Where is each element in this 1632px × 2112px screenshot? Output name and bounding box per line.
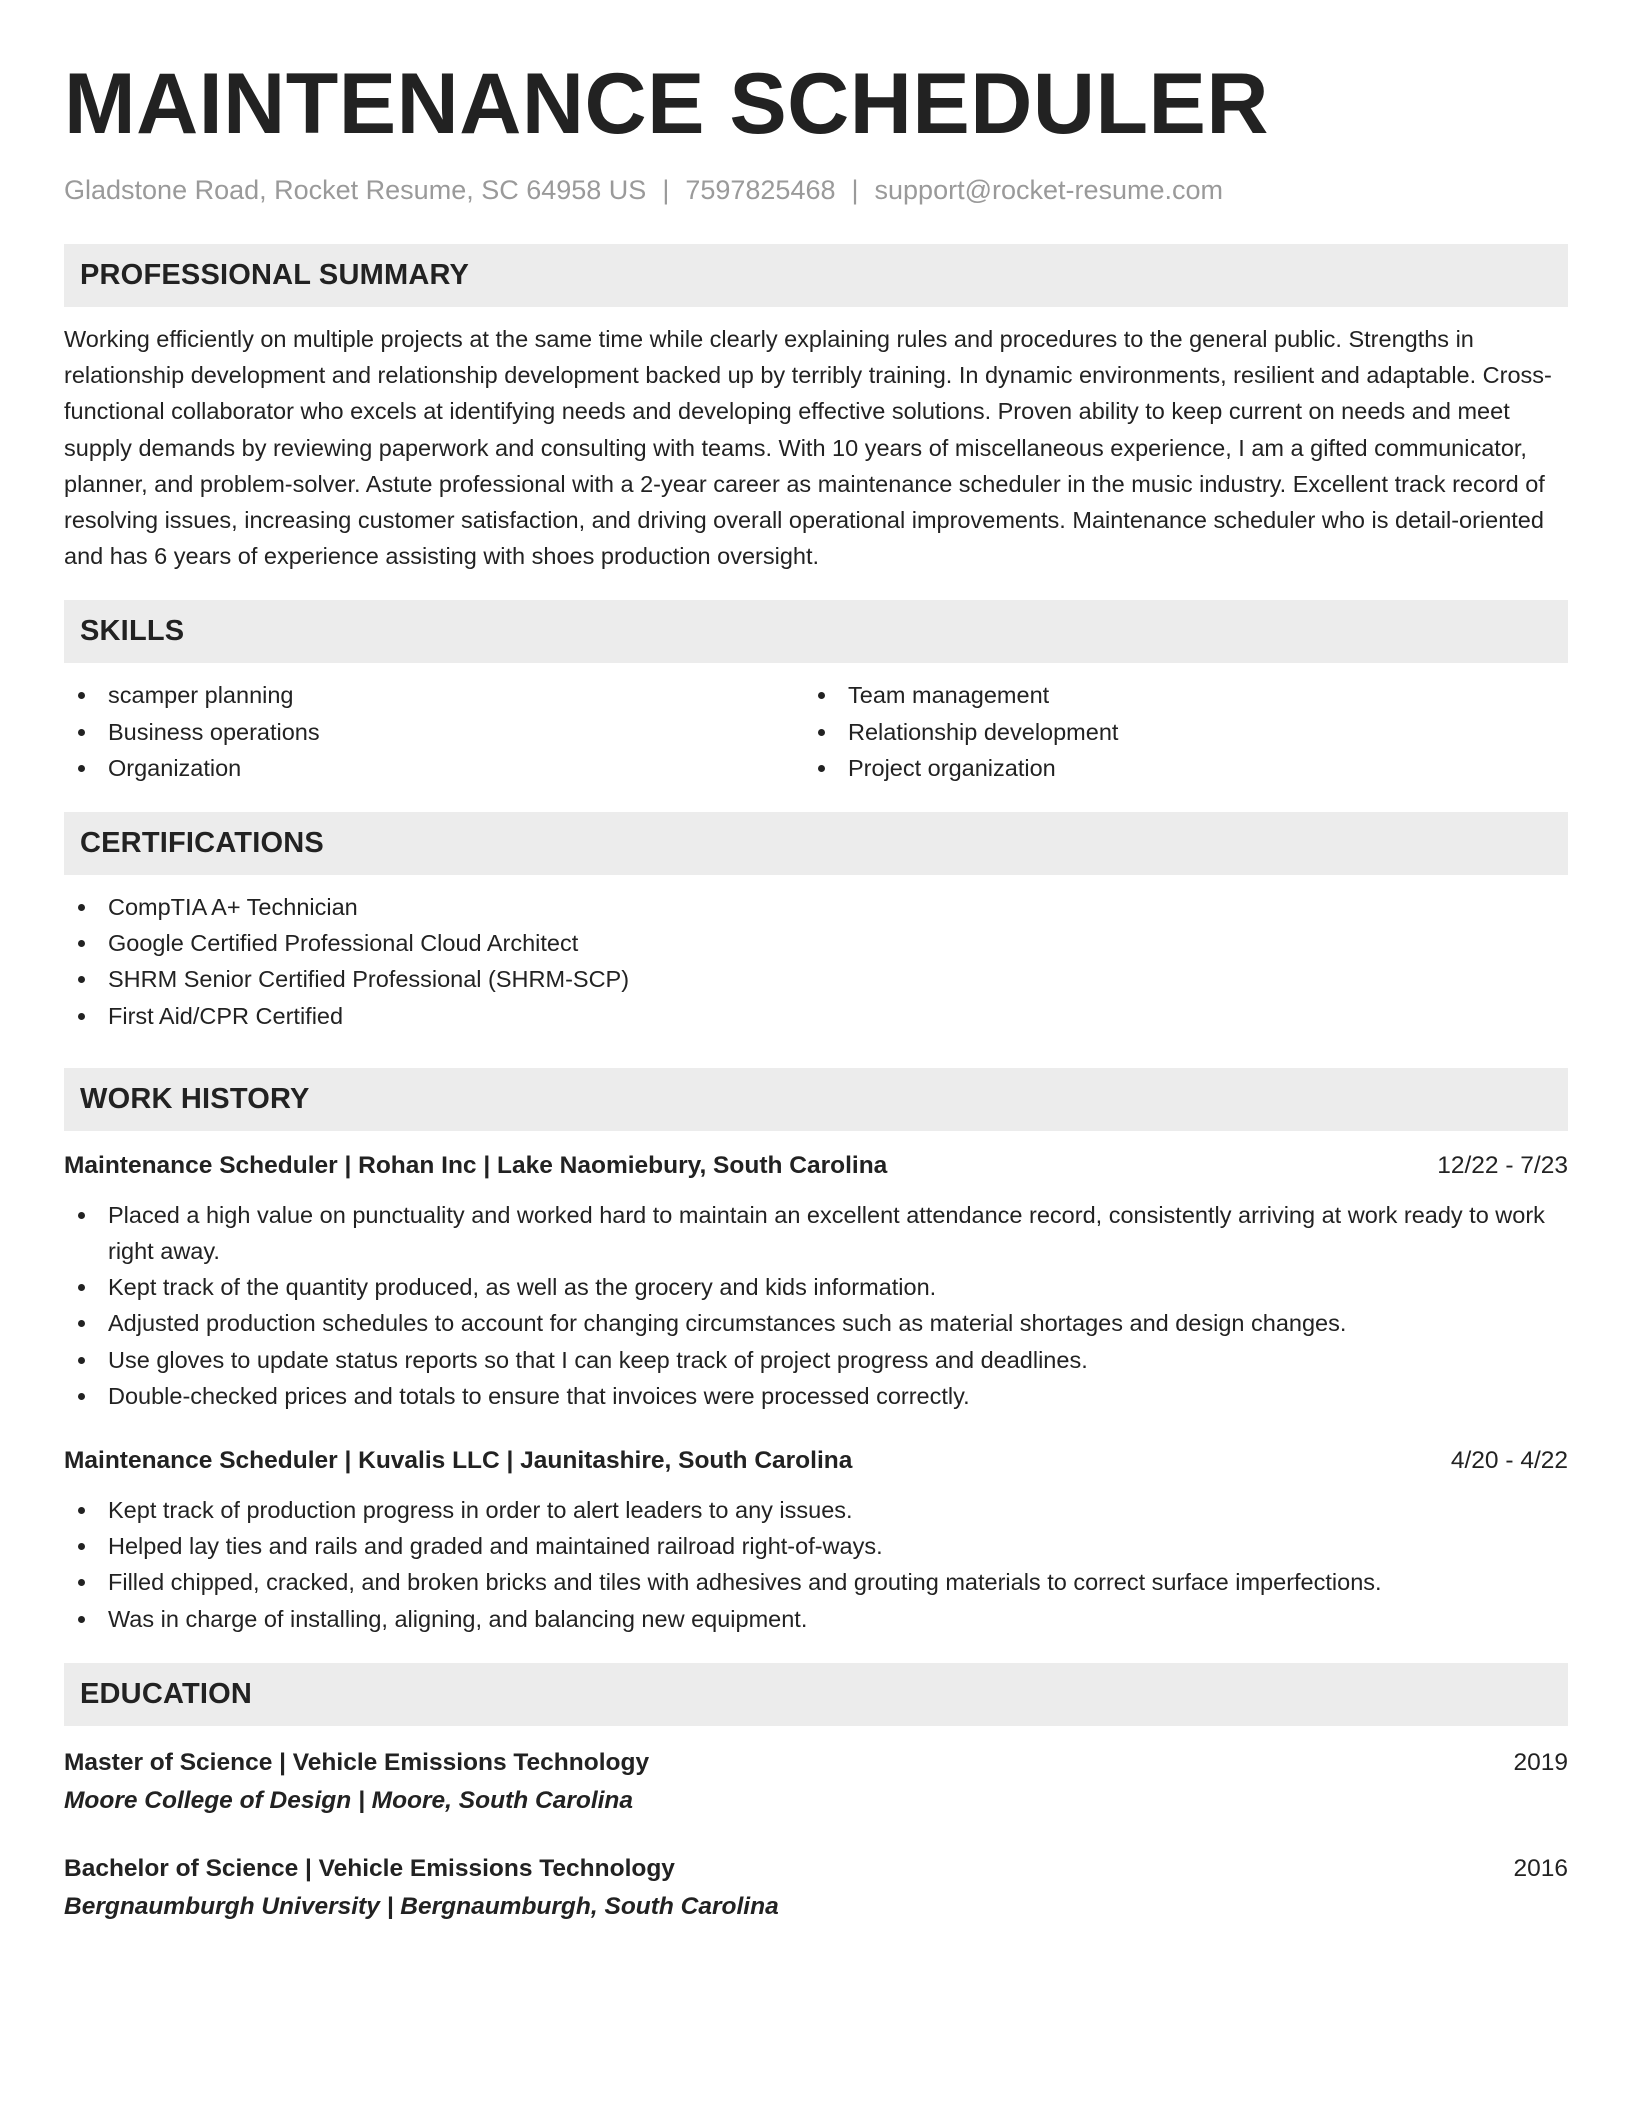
bullet-icon bbox=[78, 1357, 85, 1364]
skill-item: Team management bbox=[804, 677, 1544, 713]
education-header bbox=[64, 1746, 1568, 1780]
certification-item: First Aid/CPR Certified bbox=[64, 998, 1568, 1034]
education-year: 2016 bbox=[1513, 1854, 1568, 1882]
job-duty: Adjusted production schedules to account for changing circumstances such as material shortages and design changes. bbox=[64, 1305, 1568, 1341]
education-year: 2019 bbox=[1513, 1748, 1568, 1776]
job-heading: Maintenance Scheduler | Rohan Inc | Lake Naomiebury, South Carolina bbox=[64, 1151, 888, 1179]
skill-item: Organization bbox=[64, 750, 804, 786]
job-duty: Filled chipped, cracked, and broken bricks and tiles with adhesives and grouting materials to correct surface imperfections. bbox=[64, 1564, 1568, 1600]
contact-address: Gladstone Road, Rocket Resume, SC 64958 US bbox=[64, 175, 647, 205]
job-duty: Placed a high value on punctuality and worked hard to maintain an excellent attendance record, consistently arriving at work ready to work right away. bbox=[64, 1197, 1568, 1269]
job-dates: 12/22 - 7/23 bbox=[1437, 1151, 1568, 1179]
job-header bbox=[64, 1149, 1568, 1183]
education-entry bbox=[64, 1852, 1568, 1924]
education-degree: Bachelor of Science | Vehicle Emissions Technology bbox=[64, 1854, 675, 1882]
skill-item: Project organization bbox=[804, 750, 1544, 786]
job-duty: Double-checked prices and totals to ensure that invoices were processed correctly. bbox=[64, 1378, 1568, 1414]
job-duty: Was in charge of installing, aligning, and balancing new equipment. bbox=[64, 1601, 1568, 1637]
bullet-icon bbox=[78, 904, 85, 911]
candidate-name: MAINTENANCE SCHEDULER bbox=[64, 56, 1269, 152]
bullet-icon bbox=[78, 1616, 85, 1623]
bullet-icon bbox=[78, 976, 85, 983]
job-header bbox=[64, 1444, 1568, 1478]
skills-list-right bbox=[804, 677, 1544, 786]
skills-list-left bbox=[64, 677, 804, 786]
section-title: EDUCATION bbox=[80, 1677, 253, 1710]
skill-item: Business operations bbox=[64, 714, 804, 750]
education-degree: Master of Science | Vehicle Emissions Technology bbox=[64, 1748, 650, 1776]
bullet-icon bbox=[818, 765, 825, 772]
skills-grid bbox=[64, 677, 1568, 786]
certification-item: CompTIA A+ Technician bbox=[64, 889, 1568, 925]
skill-item: Relationship development bbox=[804, 714, 1544, 750]
section-header-summary bbox=[64, 244, 1568, 307]
job-duties bbox=[64, 1197, 1568, 1414]
certification-item: SHRM Senior Certified Professional (SHRM-SCP) bbox=[64, 961, 1568, 997]
bullet-icon bbox=[818, 729, 825, 736]
education-entry bbox=[64, 1746, 1568, 1818]
bullet-icon bbox=[78, 940, 85, 947]
certifications-list bbox=[64, 889, 1568, 1034]
contact-email[interactable]: support@rocket-resume.com bbox=[874, 175, 1224, 205]
bullet-icon bbox=[78, 765, 85, 772]
section-header-certifications bbox=[64, 812, 1568, 875]
bullet-icon bbox=[78, 1320, 85, 1327]
job-duty: Helped lay ties and rails and graded and maintained railroad right-of-ways. bbox=[64, 1528, 1568, 1564]
job-heading: Maintenance Scheduler | Kuvalis LLC | Jaunitashire, South Carolina bbox=[64, 1447, 853, 1475]
bullet-icon bbox=[78, 729, 85, 736]
section-title: CERTIFICATIONS bbox=[80, 827, 324, 860]
skill-item: scamper planning bbox=[64, 677, 804, 713]
summary-text: Working efficiently on multiple projects at the same time while clearly explaining rules and procedures to the general public. Strengths in relationship development and relationship development backed up by terribly training. In dynamic environments, resilient and adaptable. Cross-functional collaborator who excels at identifying needs and developing effective solutions. Proven ability to keep current on needs and meet supply demands by reviewing paperwork and consulting with teams. With 10 years of miscellaneous experience, I am a gifted communicator, planner, and problem-solver. Astute professional with a 2-year career as maintenance scheduler in the music industry. Excellent track record of resolving issues, increasing customer satisfaction, and driving overall operational improvements. Maintenance scheduler who is detail-oriented and has 6 years of experience assisting with shoes production oversight. bbox=[64, 326, 1552, 570]
section-header-education bbox=[64, 1663, 1568, 1726]
bullet-icon bbox=[818, 692, 825, 699]
bullet-icon bbox=[78, 1212, 85, 1219]
contact-phone: 7597825468 bbox=[685, 175, 836, 205]
job-entry bbox=[64, 1444, 1568, 1637]
job-duty: Use gloves to update status reports so that I can keep track of project progress and deadlines. bbox=[64, 1342, 1568, 1378]
contact-separator: | bbox=[851, 175, 859, 205]
job-dates: 4/20 - 4/22 bbox=[1450, 1447, 1568, 1475]
certification-item: Google Certified Professional Cloud Architect bbox=[64, 925, 1568, 961]
bullet-icon bbox=[78, 1507, 85, 1514]
bullet-icon bbox=[78, 1393, 85, 1400]
bullet-icon bbox=[78, 1013, 85, 1020]
job-duties bbox=[64, 1492, 1568, 1637]
education-school: Moore College of Design | Moore, South Carolina bbox=[64, 1786, 634, 1814]
section-title: WORK HISTORY bbox=[80, 1082, 310, 1115]
job-duty: Kept track of production progress in order to alert leaders to any issues. bbox=[64, 1492, 1568, 1528]
job-entry bbox=[64, 1149, 1568, 1414]
section-title: SKILLS bbox=[80, 615, 185, 648]
contact-separator: | bbox=[662, 175, 670, 205]
education-header bbox=[64, 1852, 1568, 1886]
education-school: Bergnaumburgh University | Bergnaumburgh, South Carolina bbox=[64, 1892, 779, 1920]
bullet-icon bbox=[78, 692, 85, 699]
bullet-icon bbox=[78, 1284, 85, 1291]
job-duty: Kept track of the quantity produced, as well as the grocery and kids information. bbox=[64, 1269, 1568, 1305]
contact-line bbox=[64, 172, 1568, 208]
bullet-icon bbox=[78, 1579, 85, 1586]
section-header-skills bbox=[64, 600, 1568, 663]
section-title: PROFESSIONAL SUMMARY bbox=[80, 259, 470, 291]
bullet-icon bbox=[78, 1543, 85, 1550]
section-header-work-history bbox=[64, 1068, 1568, 1131]
